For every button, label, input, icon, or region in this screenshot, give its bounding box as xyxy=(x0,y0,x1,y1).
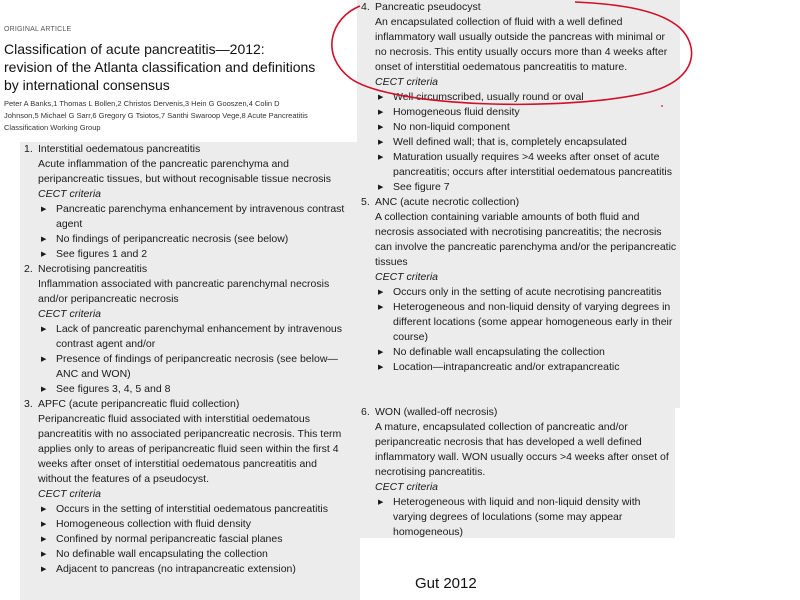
cect-criteria-label: CECT criteria xyxy=(38,188,102,200)
criteria-list xyxy=(38,322,352,397)
criteria-list xyxy=(375,90,677,195)
cect-criteria-label: CECT criteria xyxy=(38,488,102,500)
criteria-item: ▶ Occurs in the setting of interstitial oedematous pancreatitis xyxy=(38,502,352,517)
item-number: 5. xyxy=(361,196,370,208)
item-apfc xyxy=(20,397,352,577)
criteria-item: ▶ No findings of peripancreatic necrosis (see below) xyxy=(38,232,352,247)
criteria-list xyxy=(375,495,673,538)
criteria-item: ▶ Homogeneous collection with fluid density xyxy=(38,517,352,532)
cect-criteria-label: CECT criteria xyxy=(375,76,439,88)
item-title: Necrotising pancreatitis xyxy=(38,263,148,275)
item-definition: An encapsulated collection of fluid with a well defined inflammatory wall usually outside the pancreas with minimal or no necrosis. This entity usually occurs more than 4 weeks after onset of interstitial oedematous pancreatitis to mature. xyxy=(375,16,668,73)
criteria-item: ▶ Heterogeneous and non-liquid density of varying degrees in different locations (some appear homogeneous early in their course) xyxy=(375,300,677,345)
item-interstitial-oedematous xyxy=(20,142,352,262)
cect-criteria-label: CECT criteria xyxy=(38,308,102,320)
item-number: 1. xyxy=(24,143,33,155)
criteria-list xyxy=(38,202,352,262)
item-title: Interstitial oedematous pancreatitis xyxy=(38,143,201,155)
item-anc xyxy=(357,195,677,375)
criteria-item: ▶ See figures 1 and 2 xyxy=(38,247,352,262)
item-title: ANC (acute necrotic collection) xyxy=(375,196,520,208)
item-definition: A mature, encapsulated collection of pancreatic and/or peripancreatic necrosis that has developed a well defined inflammatory wall. WON usually occurs >4 weeks after onset of necrotising pancreatitis. xyxy=(375,421,669,478)
article-header xyxy=(0,22,318,140)
criteria-item: ▶ Maturation usually requires >4 weeks after onset of acute pancreatitis; occurs after interstitial oedematous pancreatitis xyxy=(375,150,677,180)
item-title: WON (walled-off necrosis) xyxy=(375,406,498,418)
criteria-item: ▶ No non-liquid component xyxy=(375,120,677,135)
criteria-item: ▶ See figure 7 xyxy=(375,180,677,195)
criteria-item: ▶ Occurs only in the setting of acute necrotising pancreatitis xyxy=(375,285,677,300)
item-definition: Peripancreatic fluid associated with interstitial oedematous pancreatitis with no associated peripancreatic necrosis. This term applies only to areas of peripancreatic fluid seen within the first 4 weeks after onset of interstitial oedematous pancreatitis and without the features of a pseudocyst. xyxy=(38,413,342,485)
item-number: 3. xyxy=(24,398,33,410)
item-number: 2. xyxy=(24,263,33,275)
criteria-item: ▶ Heterogeneous with liquid and non-liquid density with varying degrees of loculations (some may appear homogeneous) xyxy=(375,495,673,538)
item-definition: A collection containing variable amounts of both fluid and necrosis associated with necrotising pancreatitis; the necrosis can involve the pancreatic parenchyma and/or the peripancreatic tissues xyxy=(375,211,677,268)
item-pancreatic-pseudocyst xyxy=(357,0,677,195)
item-number: 4. xyxy=(361,1,370,13)
criteria-item: ▶ Well defined wall; that is, completely encapsulated xyxy=(375,135,677,150)
left-column-clipping xyxy=(20,142,360,600)
won-clipping xyxy=(357,405,675,538)
item-definition: Inflammation associated with pancreatic parenchymal necrosis and/or peripancreatic necrosis xyxy=(38,278,330,305)
criteria-item: ▶ Adjacent to pancreas (no intrapancreatic extension) xyxy=(38,562,352,577)
criteria-list xyxy=(375,285,677,375)
criteria-item: ▶ Homogeneous fluid density xyxy=(375,105,677,120)
criteria-item: ▶ Well circumscribed, usually round or oval xyxy=(375,90,677,105)
article-title: Classification of acute pancreatitis—2012: revision of the Atlanta classification and definitions by international consensus xyxy=(4,41,316,93)
item-title: Pancreatic pseudocyst xyxy=(375,1,481,13)
item-definition: Acute inflammation of the pancreatic parenchyma and peripancreatic tissues, but without recognisable tissue necrosis xyxy=(38,158,331,185)
criteria-item: ▶ Location—intrapancreatic and/or extrapancreatic xyxy=(375,360,677,375)
article-type-label: ORIGINAL ARTICLE xyxy=(4,26,72,33)
item-title: APFC (acute peripancreatic fluid collection) xyxy=(38,398,240,410)
criteria-item: ▶ No definable wall encapsulating the collection xyxy=(38,547,352,562)
source-caption: Gut 2012 xyxy=(415,575,477,592)
criteria-item: ▶ Confined by normal peripancreatic fascial planes xyxy=(38,532,352,547)
item-necrotising-pancreatitis xyxy=(20,262,352,397)
criteria-item: ▶ Presence of findings of peripancreatic necrosis (see below—ANC and WON) xyxy=(38,352,352,382)
criteria-item: ▶ Pancreatic parenchyma enhancement by intravenous contrast agent xyxy=(38,202,352,232)
criteria-item: ▶ See figures 3, 4, 5 and 8 xyxy=(38,382,352,397)
right-column-clipping xyxy=(357,0,680,408)
criteria-list xyxy=(38,502,352,577)
cect-criteria-label: CECT criteria xyxy=(375,271,439,283)
cect-criteria-label: CECT criteria xyxy=(375,481,439,493)
item-won xyxy=(357,405,673,538)
article-authors: Peter A Banks,1 Thomas L Bollen,2 Christos Dervenis,3 Hein G Gooszen,4 Colin D Johnson,5 Michael G Sarr,6 Gregory G Tsiotos,7 Santhi Swaroop Vege,8 Acute Pancreatitis Classification Working Group xyxy=(4,99,308,132)
criteria-item: ▶ No definable wall encapsulating the collection xyxy=(375,345,677,360)
criteria-item: ▶ Lack of pancreatic parenchymal enhancement by intravenous contrast agent and/or xyxy=(38,322,352,352)
item-number: 6. xyxy=(361,406,370,418)
